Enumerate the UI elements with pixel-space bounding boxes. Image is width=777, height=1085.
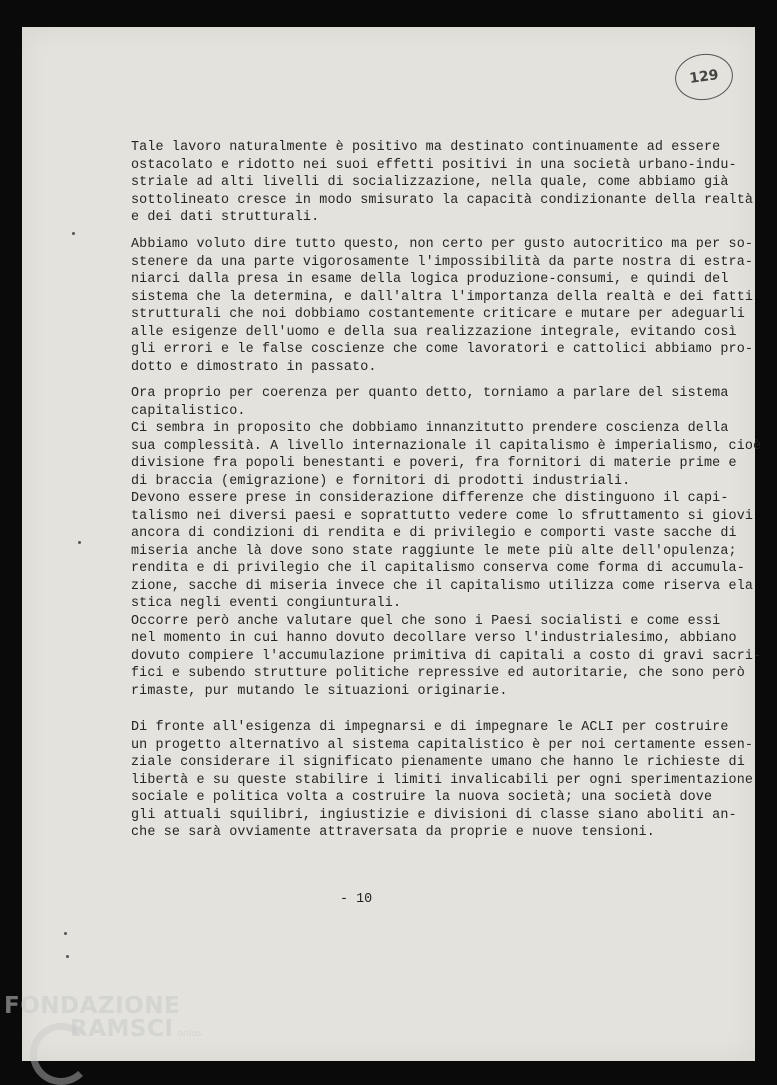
text-line: alle esigenze dell'uomo e della sua realizzazione integrale, evitando così — [131, 324, 737, 340]
text-line: rendita e di privilegio che il capitalismo conserva come forma di accumula- — [131, 561, 745, 576]
margin-speck — [64, 932, 67, 935]
paragraph-1 — [131, 139, 754, 227]
text-line: sistema che la determina, e dall'altra l'importanza della realtà e dei fatti — [131, 289, 754, 305]
text-line: Abbiamo voluto dire tutto questo, non certo per gusto autocritico ma per so- — [131, 237, 754, 252]
text-line: che se sarà ovviamente attraversata da proprie e nuove tensioni. — [131, 825, 655, 840]
text-line: rimaste, pur mutando le situazioni originarie. — [131, 683, 508, 699]
page-number: - 10 — [340, 892, 373, 907]
watermark-g-icon — [30, 1023, 92, 1085]
text-line: gli attuali squilibri, ingiustizie e divisioni di classe siano aboliti an- — [131, 807, 737, 823]
text-line: stica negli eventi congiunturali. — [131, 596, 402, 611]
text-line: ancora di condizioni di rendita e di privilegio e comporti vaste sacche di — [131, 526, 737, 541]
text-line: nel momento in cui hanno dovuto decollare verso l'industrialesimo, abbiano — [131, 631, 737, 646]
text-line: sottolineato cresce in modo smisurato la capacità condizionante della realtà — [131, 192, 754, 208]
watermark-line2-text: RAMSCI — [70, 1016, 174, 1042]
text-line: sociale e politica volta a costruire la nuova società; una società dove — [131, 790, 713, 805]
text-line: zione, sacche di miseria invece che il capitalismo utilizza come riserva ela — [131, 578, 754, 594]
text-line: capitalistico. — [131, 403, 246, 419]
watermark-line2 — [70, 1016, 202, 1042]
text-line: Ora proprio per coerenza per quanto detto, torniamo a parlare del sistema — [131, 386, 729, 401]
text-line: talismo nei diversi paesi e soprattutto vedere come lo sfruttamento si giovi — [131, 508, 754, 524]
text-line: sua complessità. A livello internazionale il capitalismo è imperialismo, cioè — [131, 438, 762, 454]
text-line: Di fronte all'esigenza di impegnarsi e di impegnare le ACLI per costruire — [131, 720, 729, 735]
margin-speck — [78, 541, 81, 544]
archive-stamp: 129 — [672, 50, 736, 104]
text-line: striale ad alti livelli di socializzazione, nella quale, come abbiamo già — [131, 175, 729, 190]
text-line: stenere da una parte vigorosamente l'impossibilità da parte nostra di estra- — [131, 254, 754, 270]
text-line: ostacolato e ridotto nei suoi effetti positivi in una società urbano-indu- — [131, 157, 737, 173]
paragraph-4 — [131, 719, 754, 842]
text-line: di braccia (emigrazione) e fornitori di prodotti industriali. — [131, 473, 631, 489]
text-line: ziale considerare il significato pienamente umano che hanno le richieste di — [131, 755, 745, 770]
text-line: niarci dalla presa in esame della logica produzione-consumi, e quindi del — [131, 272, 729, 287]
text-line: dotto e dimostrato in passato. — [131, 359, 377, 375]
watermark-line1: FONDAZIONE — [4, 993, 181, 1019]
paragraph-2 — [131, 236, 754, 376]
text-line: gli errori e le false coscienze che come lavoratori e cattolici abbiamo pro- — [131, 342, 754, 357]
text-line: dovuto compiere l'accumulazione primitiva di capitali a costo di gravi sacri- — [131, 648, 762, 664]
text-line: un progetto alternativo al sistema capitalistico è per noi certamente essen- — [131, 737, 754, 753]
watermark-suffix: onlus — [177, 1029, 202, 1039]
text-line: miseria anche là dove sono state raggiunte le mete più alte dell'opulenza; — [131, 543, 737, 559]
watermark-logo — [4, 993, 202, 1042]
margin-speck — [66, 955, 69, 958]
text-line: Occorre però anche valutare quel che sono i Paesi socialisti e come essi — [131, 613, 721, 629]
text-line: Devono essere prese in considerazione differenze che distinguono il capi- — [131, 491, 729, 506]
text-line: libertà e su queste stabilire i limiti invalicabili per ogni sperimentazione — [131, 772, 754, 788]
paragraph-3 — [131, 385, 762, 700]
text-line: Tale lavoro naturalmente è positivo ma destinato continuamente ad essere — [131, 140, 721, 155]
text-line: strutturali che noi dobbiamo costantemente criticare e mutare per adeguarli — [131, 307, 745, 322]
text-line: divisione fra popoli benestanti e poveri, fra fornitori di materie prime e — [131, 456, 737, 471]
text-line: e dei dati strutturali. — [131, 210, 320, 225]
text-line: Ci sembra in proposito che dobbiamo innanzitutto prendere coscienza della — [131, 421, 729, 436]
text-line: fici e subendo strutture politiche repressive ed autoritarie, che sono però — [131, 666, 745, 681]
margin-speck — [72, 232, 75, 235]
